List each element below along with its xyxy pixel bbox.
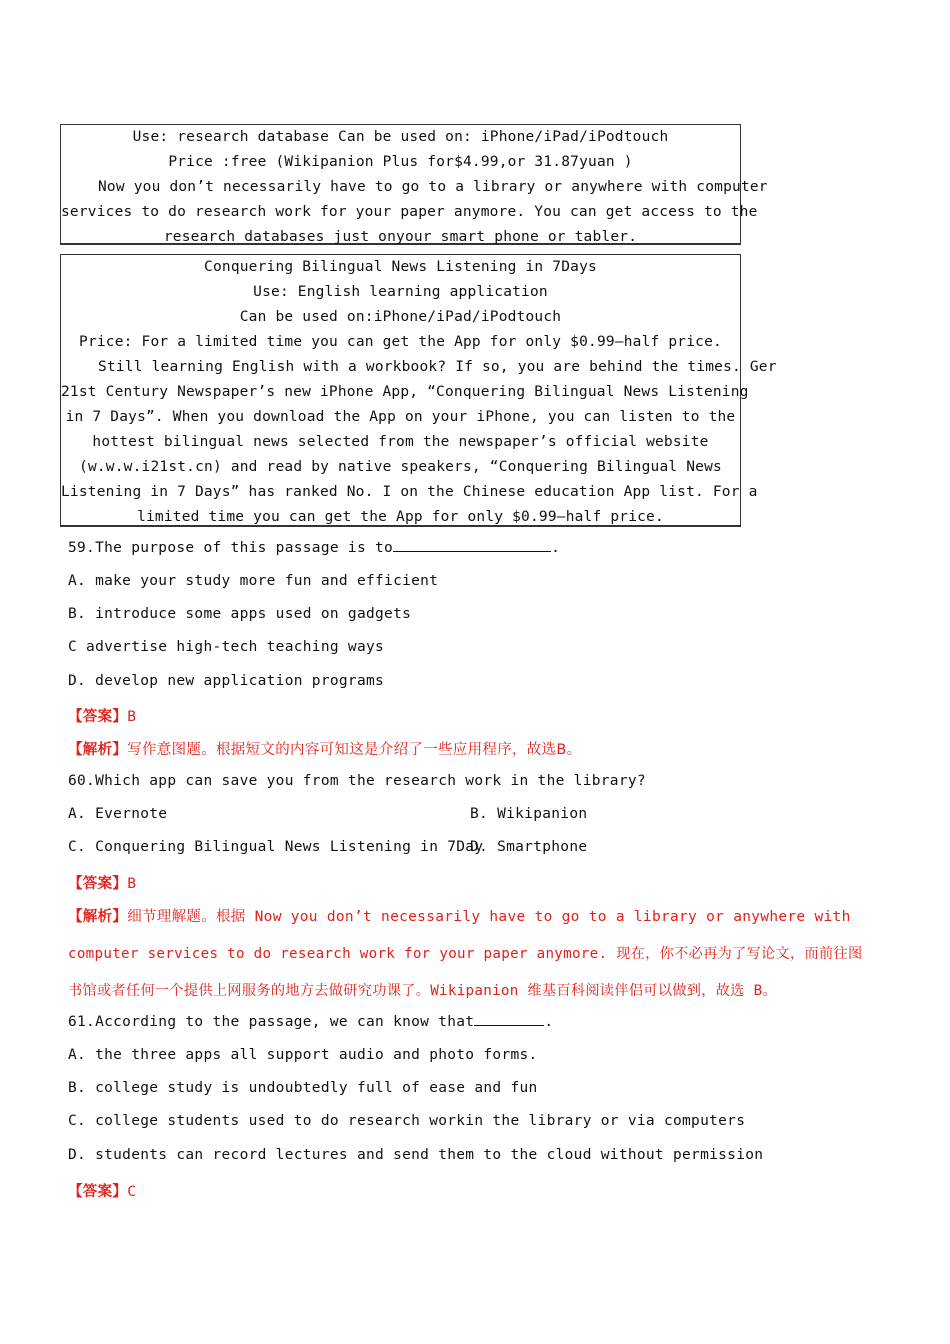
box2-desc-line-1: Still learning English with a workbook? If so, you are behind the times. Ger bbox=[98, 359, 777, 375]
question-60-stem: 60.Which app can save you from the research work in the library? bbox=[68, 773, 646, 789]
question-59-stem: 59.The purpose of this passage is to . bbox=[68, 540, 561, 556]
question-59-option-b: B. introduce some apps used on gadgets bbox=[68, 606, 412, 622]
answer-blank bbox=[393, 551, 551, 552]
question-61-option-c: C. college students used to do research workin the library or via computers bbox=[68, 1113, 746, 1129]
question-60-analysis-line-2: computer services to do research work for your paper anymore. 现在，你不必再为了写论文，而前往图 bbox=[68, 946, 863, 962]
box1-price-line: Price :free (Wikipanion Plus for$4.99,or 31.87yuan ) bbox=[168, 154, 633, 170]
app-info-box-conquering bbox=[60, 254, 777, 526]
app-info-box-wikipanion bbox=[60, 124, 768, 245]
box2-desc-line-6: Listening in 7 Days” has ranked No. I on the Chinese education App list. For a bbox=[61, 484, 758, 500]
question-59-answer: 【答案】B bbox=[68, 709, 137, 725]
question-61-option-b: B. college study is undoubtedly full of ease and fun bbox=[68, 1080, 538, 1096]
answer-blank bbox=[474, 1025, 544, 1026]
question-59-option-d: D. develop new application programs bbox=[68, 673, 385, 689]
box2-desc-line-3: in 7 Days”. When you download the App on your iPhone, you can listen to the bbox=[65, 409, 736, 425]
box1-desc-line-1: Now you don’t necessarily have to go to a library or anywhere with computer bbox=[98, 179, 768, 195]
question-61-option-a: A. the three apps all support audio and photo forms. bbox=[68, 1047, 538, 1063]
box2-desc-line-7: limited time you can get the App for only $0.99—half price. bbox=[137, 509, 664, 525]
question-60-option-c: C. Conquering Bilingual News Listening in 7Day bbox=[68, 839, 484, 855]
box2-desc-line-4: hottest bilingual news selected from the newspaper’s official website bbox=[92, 434, 709, 450]
box1-desc-line-3: research databases just onyour smart phone or tabler. bbox=[163, 229, 638, 245]
box1-use-line: Use: research database Can be used on: iPhone/iPad/iPodtouch bbox=[132, 129, 669, 145]
box-divider bbox=[60, 526, 741, 527]
box2-desc-line-5: (w.w.w.i21st.cn) and read by native speakers, “Conquering Bilingual News bbox=[79, 459, 722, 475]
question-61-stem: 61.According to the passage, we can know that . bbox=[68, 1014, 554, 1030]
box2-desc-line-2: 21st Century Newspaper’s new iPhone App, “Conquering Bilingual News Listening bbox=[61, 384, 749, 400]
box2-price-line: Price: For a limited time you can get the App for only $0.99—half price. bbox=[79, 334, 722, 350]
question-60-option-b: B. Wikipanion bbox=[470, 806, 588, 822]
box1-desc-line-2: services to do research work for your paper anymore. You can get access to the bbox=[61, 204, 758, 220]
box2-device-line: Can be used on:iPhone/iPad/iPodtouch bbox=[239, 309, 562, 325]
question-60-option-d: D. Smartphone bbox=[470, 839, 588, 855]
question-59-option-a: A. make your study more fun and efficient bbox=[68, 573, 439, 589]
box-divider bbox=[60, 244, 741, 245]
box2-title-line: Conquering Bilingual News Listening in 7Days bbox=[204, 259, 597, 275]
question-59-analysis: 【解析】写作意图题。根据短文的内容可知这是介绍了一些应用程序，故选B。 bbox=[68, 742, 582, 758]
question-60-analysis-line-1: 【解析】细节理解题。根据 Now you don’t necessarily have to go to a library or anywhere with bbox=[68, 909, 851, 925]
question-60-option-a: A. Evernote bbox=[68, 806, 168, 822]
question-60-analysis-line-3: 书馆或者任何一个提供上网服务的地方去做研究功课了。Wikipanion 维基百科阅读伴侣可以做到，故选 B。 bbox=[68, 983, 777, 999]
box2-use-line: Use: English learning application bbox=[253, 284, 548, 300]
question-61-answer: 【答案】C bbox=[68, 1184, 137, 1200]
question-60-answer: 【答案】B bbox=[68, 876, 137, 892]
question-59-option-c: C advertise high-tech teaching ways bbox=[68, 639, 385, 655]
question-61-option-d: D. students can record lectures and send them to the cloud without permission bbox=[68, 1147, 764, 1163]
